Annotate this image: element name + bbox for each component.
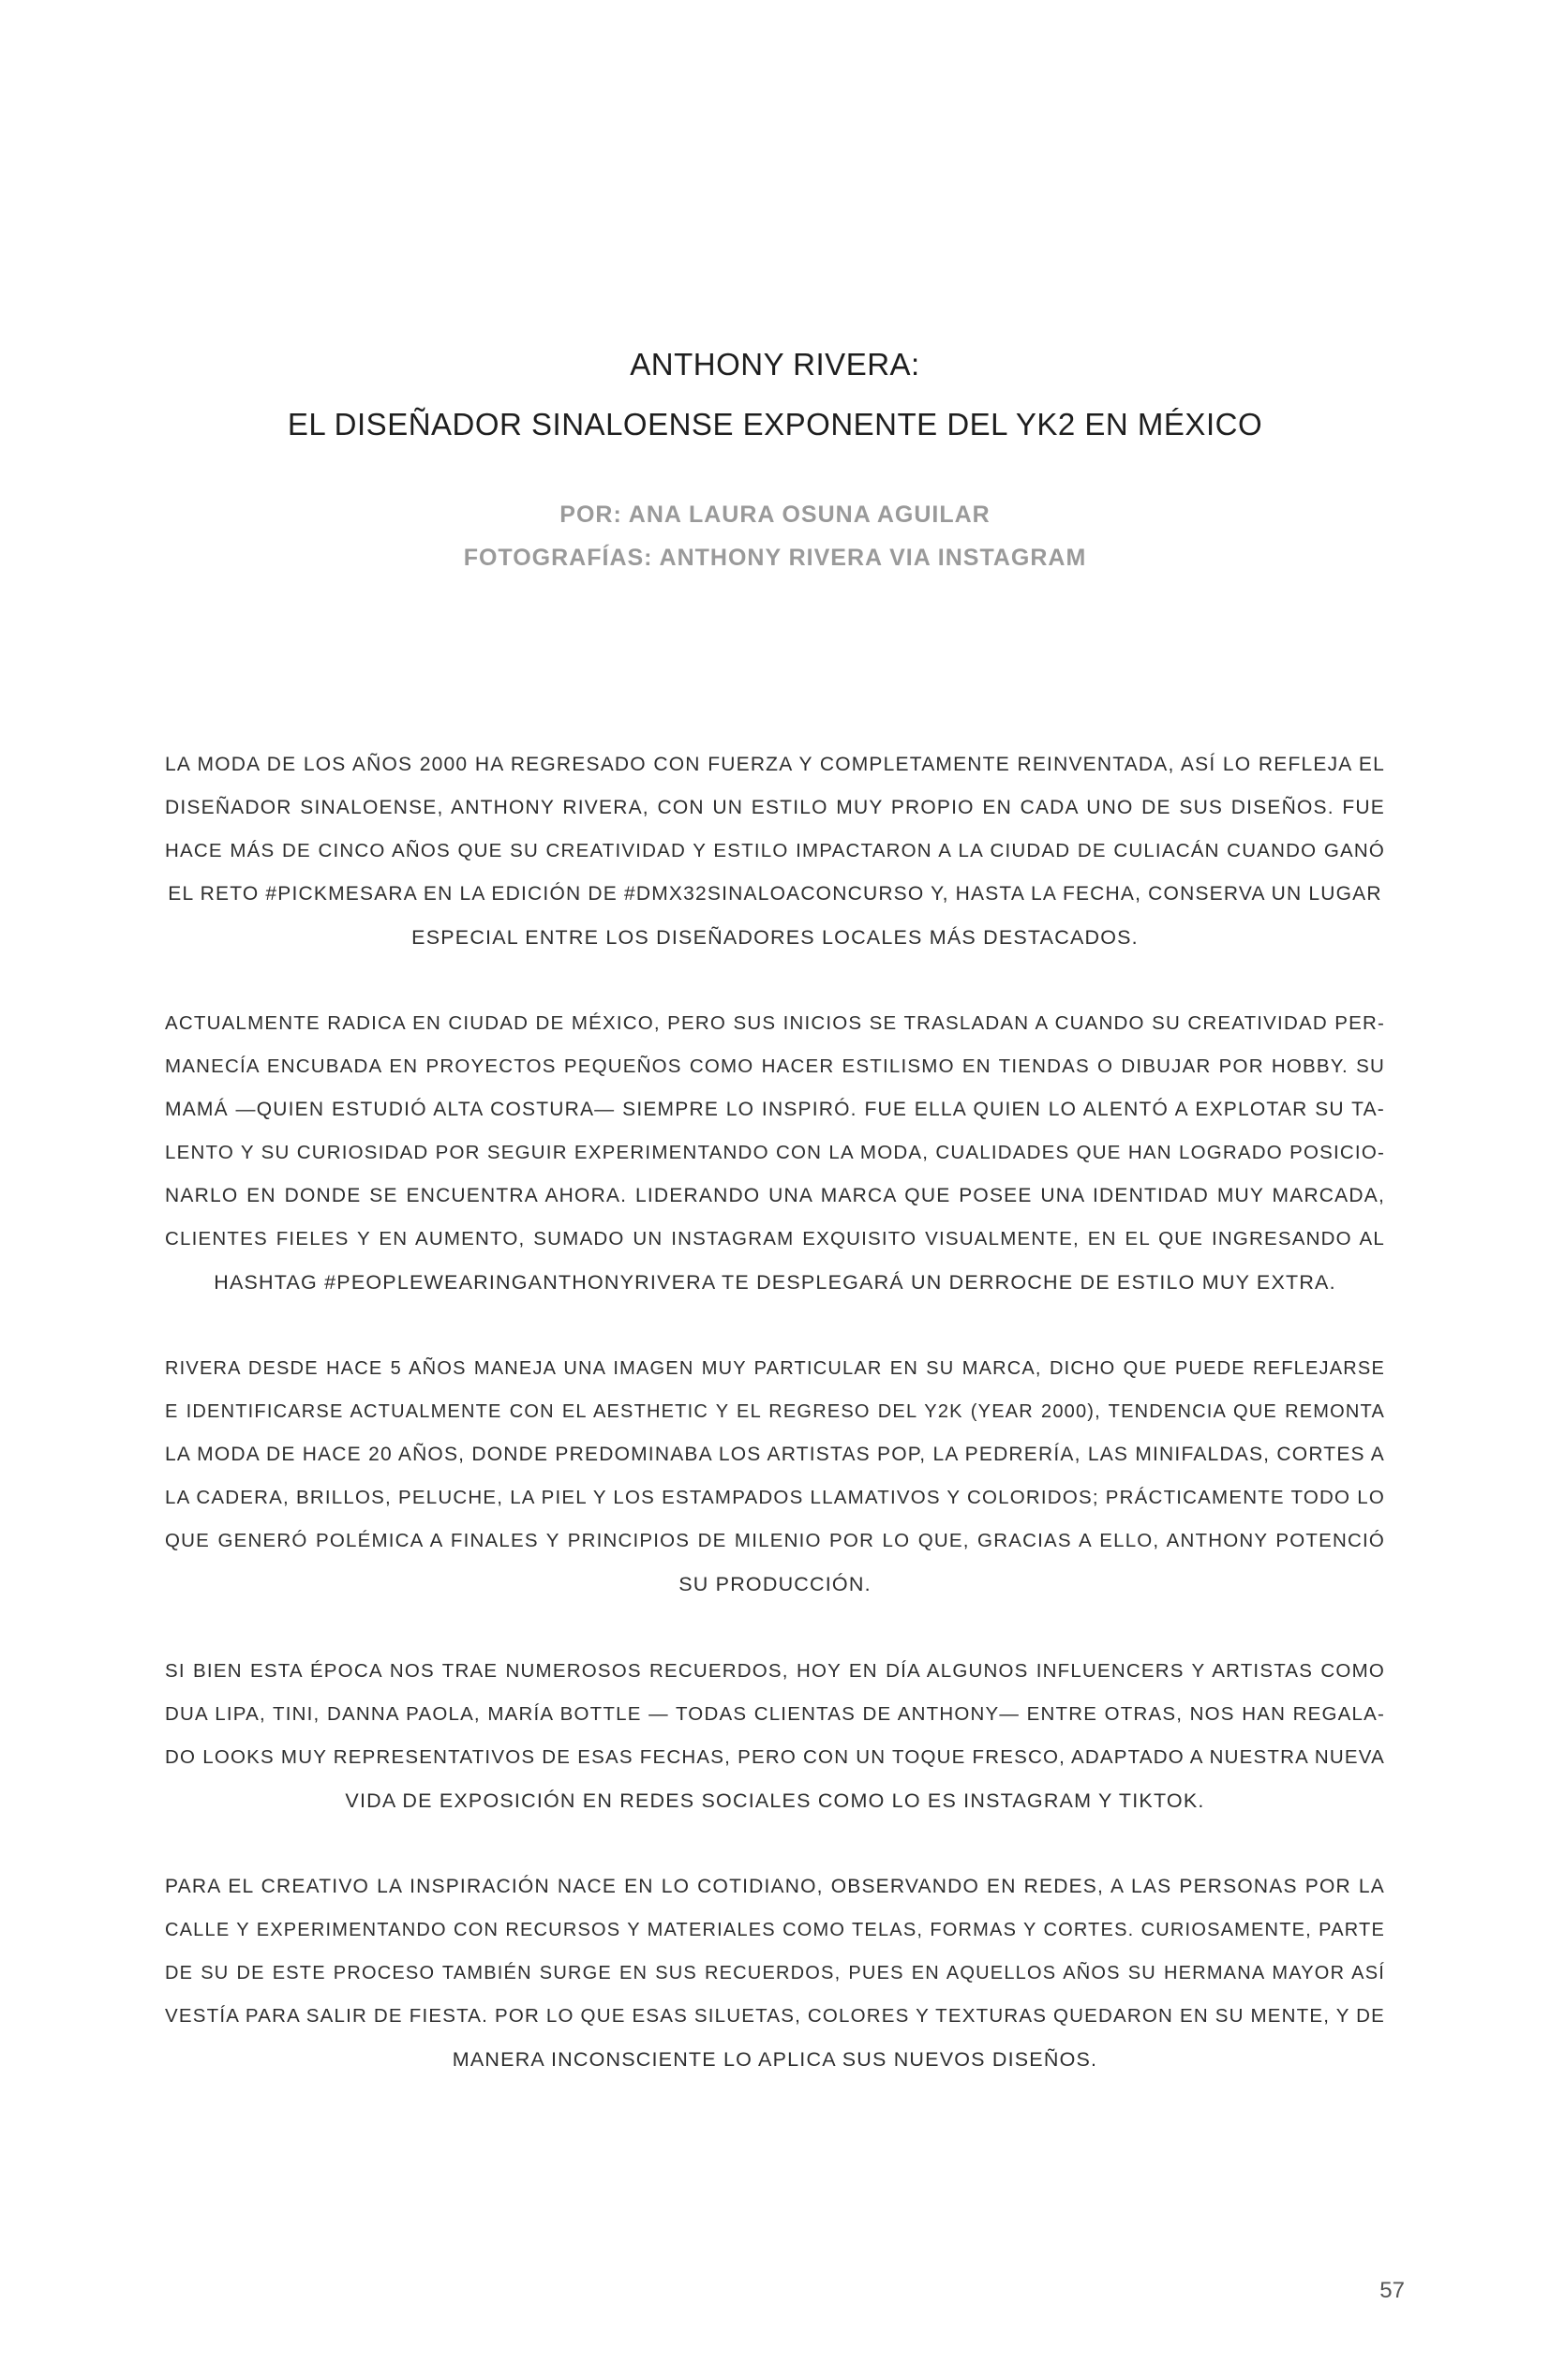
paragraph-line: HACE MÁS DE CINCO AÑOS QUE SU CREATIVIDAD Y ESTILO IMPACTARON A LA CIUDAD DE CULIACÁN CUANDO GANÓ: [165, 840, 1385, 861]
paragraph-line: LA MODA DE LOS AÑOS 2000 HA REGRESADO CON FUERZA Y COMPLETAMENTE REINVENTADA, ASÍ LO REFLEJA EL: [165, 754, 1385, 775]
paragraph-2: [165, 1002, 1385, 1304]
paragraph-3: [165, 1347, 1385, 1606]
paragraph-line: ESPECIAL ENTRE LOS DISEÑADORES LOCALES MÁS DESTACADOS.: [411, 926, 1139, 949]
paragraph-line: E IDENTIFICARSE ACTUALMENTE CON EL AESTHETIC Y EL REGRESO DEL Y2K (YEAR 2000), TENDENCIA QUE REMONTA: [165, 1401, 1385, 1422]
paragraph-line: HASHTAG #PEOPLEWEARINGANTHONYRIVERA TE DESPLEGARÁ UN DERROCHE DE ESTILO MUY EXTRA.: [214, 1271, 1336, 1294]
photo-credit: FOTOGRAFÍAS: ANTHONY RIVERA VIA INSTAGRAM: [463, 545, 1087, 571]
paragraph-line: LA CADERA, BRILLOS, PELUCHE, LA PIEL Y LOS ESTAMPADOS LLAMATIVOS Y COLORIDOS; PRÁCTICAMENTE TODO LO: [165, 1487, 1385, 1508]
paragraph-line: VESTÍA PARA SALIR DE FIESTA. POR LO QUE ESAS SILUETAS, COLORES Y TEXTURAS QUEDARON EN SU MENTE, Y DE: [165, 2005, 1385, 2027]
paragraph-line: SU PRODUCCIÓN.: [678, 1573, 872, 1595]
paragraph-line: RIVERA DESDE HACE 5 AÑOS MANEJA UNA IMAGEN MUY PARTICULAR EN SU MARCA, DICHO QUE PUEDE REFLEJARSE: [165, 1358, 1385, 1379]
paragraph-line: SI BIEN ESTA ÉPOCA NOS TRAE NUMEROSOS RECUERDOS, HOY EN DÍA ALGUNOS INFLUENCERS Y ARTISTAS COMO: [165, 1660, 1385, 1682]
paragraph-line: LA MODA DE HACE 20 AÑOS, DONDE PREDOMINABA LOS ARTISTAS POP, LA PEDRERÍA, LAS MINIFALDAS, CORTES A: [165, 1444, 1385, 1465]
paragraph-line: MAMÁ —QUIEN ESTUDIÓ ALTA COSTURA— SIEMPRE LO INSPIRÓ. FUE ELLA QUIEN LO ALENTÓ A EXPLOTAR SU TA-: [165, 1099, 1385, 1120]
paragraph-line: MANERA INCONSCIENTE LO APLICA SUS NUEVOS DISEÑOS.: [452, 2048, 1098, 2071]
paragraph-line: DO LOOKS MUY REPRESENTATIVOS DE ESAS FECHAS, PERO CON UN TOQUE FRESCO, ADAPTADO A NUESTRA NUEVA: [165, 1746, 1385, 1768]
paragraph-line: ACTUALMENTE RADICA EN CIUDAD DE MÉXICO, PERO SUS INICIOS SE TRASLADAN A CUANDO SU CREATIVIDAD PER-: [165, 1012, 1385, 1034]
paragraph-line: LENTO Y SU CURIOSIDAD POR SEGUIR EXPERIMENTANDO CON LA MODA, CUALIDADES QUE HAN LOGRADO POSICIO-: [165, 1142, 1385, 1163]
paragraph-line: CLIENTES FIELES Y EN AUMENTO, SUMADO UN INSTAGRAM EXQUISITO VISUALMENTE, EN EL QUE INGRESANDO AL: [165, 1228, 1385, 1250]
paragraph-line: DUA LIPA, TINI, DANNA PAOLA, MARÍA BOTTLE — TODAS CLIENTAS DE ANTHONY— ENTRE OTRAS, NOS HAN REGALA-: [165, 1703, 1385, 1725]
page-number: 57: [1379, 2278, 1405, 2303]
paragraph-1: [165, 743, 1385, 959]
paragraph-line: DISEÑADOR SINALOENSE, ANTHONY RIVERA, CON UN ESTILO MUY PROPIO EN CADA UNO DE SUS DISEÑOS. FUE: [165, 797, 1385, 818]
article-title-line-2: EL DISEÑADOR SINALOENSE EXPONENTE DEL YK2 EN MÉXICO: [287, 407, 1263, 442]
paragraph-line: VIDA DE EXPOSICIÓN EN REDES SOCIALES COMO LO ES INSTAGRAM Y TIKTOK.: [345, 1789, 1205, 1812]
paragraph-line: DE SU DE ESTE PROCESO TAMBIÉN SURGE EN SUS RECUERDOS, PUES EN AQUELLOS AÑOS SU HERMANA MAYOR ASÍ: [165, 1963, 1385, 1983]
article-title-line-1: ANTHONY RIVERA:: [630, 347, 920, 382]
paragraph-4: [165, 1650, 1385, 1822]
paragraph-line: NARLO EN DONDE SE ENCUENTRA AHORA. LIDERANDO UNA MARCA QUE POSEE UNA IDENTIDAD MUY MARCADA,: [165, 1185, 1385, 1206]
author-credit: POR: ANA LAURA OSUNA AGUILAR: [559, 501, 991, 528]
paragraph-line: EL RETO #PICKMESARA EN LA EDICIÓN DE #DMX32SINALOACONCURSO Y, HASTA LA FECHA, CONSERVA UN LUGAR: [168, 883, 1382, 905]
paragraph-line: PARA EL CREATIVO LA INSPIRACIÓN NACE EN LO COTIDIANO, OBSERVANDO EN REDES, A LAS PERSONAS POR LA: [165, 1876, 1385, 1897]
paragraph-line: QUE GENERÓ POLÉMICA A FINALES Y PRINCIPIOS DE MILENIO POR LO QUE, GRACIAS A ELLO, ANTHONY POTENCIÓ: [165, 1530, 1385, 1551]
paragraph-line: MANECÍA ENCUBADA EN PROYECTOS PEQUEÑOS COMO HACER ESTILISMO EN TIENDAS O DIBUJAR POR HOBBY. SU: [165, 1055, 1385, 1077]
paragraph-5: [165, 1865, 1385, 2081]
paragraph-line: CALLE Y EXPERIMENTANDO CON RECURSOS Y MATERIALES COMO TELAS, FORMAS Y CORTES. CURIOSAMENTE, PARTE: [165, 1920, 1385, 1940]
